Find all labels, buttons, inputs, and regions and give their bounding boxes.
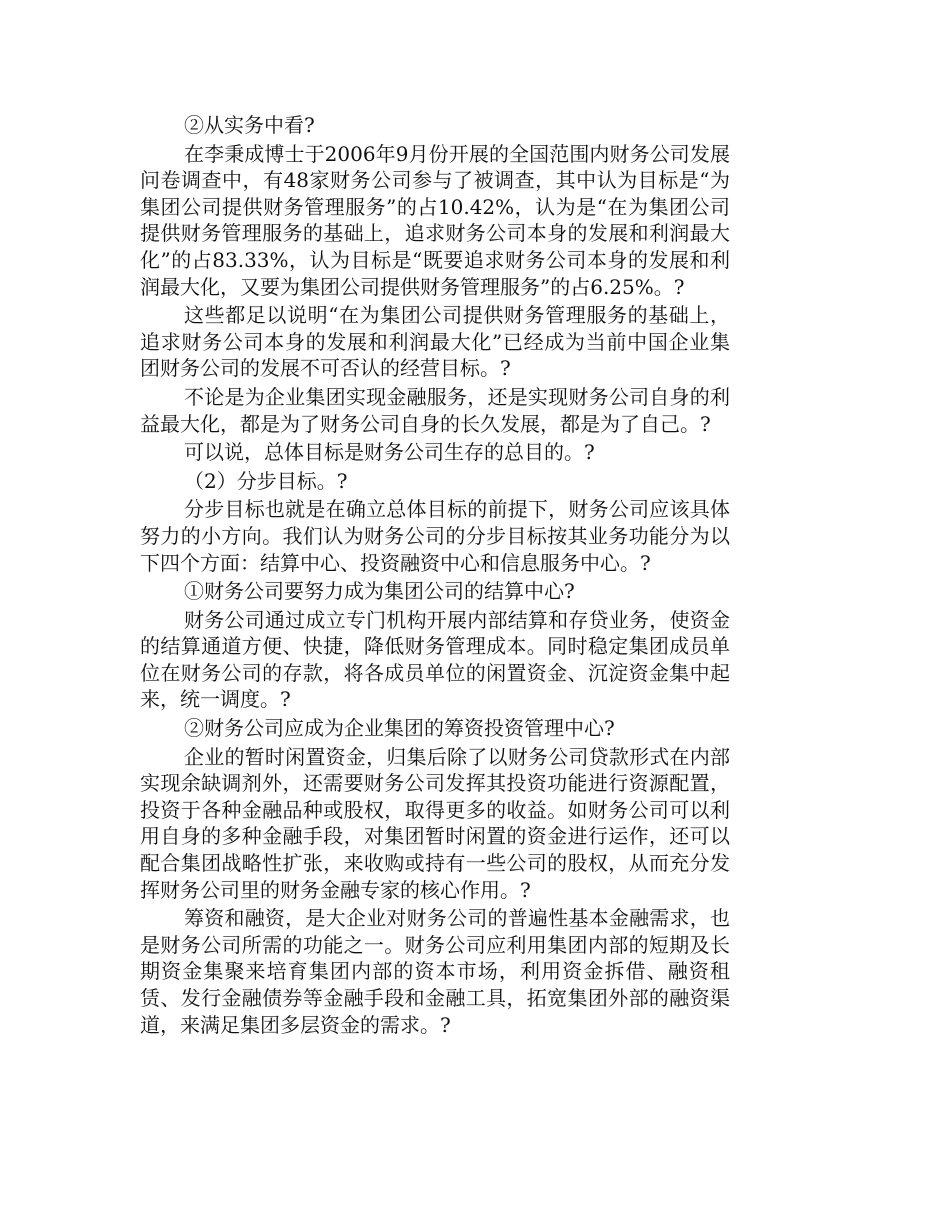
document-page xyxy=(140,112,730,1040)
section-heading-step-goals: （2）分步目标。? xyxy=(184,468,348,493)
section-heading-practice: ②从实务中看? xyxy=(184,113,315,137)
paragraph-financing: 筹资和融资，是大企业对财务公司的普遍性基本金融需求，也是财务公司所需的功能之一。财务公司应利用集团内部的短期及长期资金集聚来培育集团内部的资本市场，利用资金拆借、融资租赁、发行金融债券等金融手段和金融工具，拓宽集团外部的融资渠道，来满足集团多层资金的需求。? xyxy=(140,906,730,1037)
section-heading-investment-center: ②财务公司应成为企业集团的筹资投资管理中心? xyxy=(184,716,615,741)
paragraph-survey: 在李秉成博士于2006年9月份开展的全国范围内财务公司发展问卷调查中，有48家财务公司参与了被调查，其中认为目标是“为集团公司提供财务管理服务”的占10.42%，认为是“在为集团公司提供财务管理服务的基础上，追求财务公司本身的发展和利润最大化”的占83.33%，认为目标是“既要追求财务公司本身的发展和利润最大化，又要为集团公司提供财务管理服务”的占6.25%。? xyxy=(140,141,730,299)
paragraph-idle-funds: 企业的暂时闲置资金，归集后除了以财务公司贷款形式在内部实现余缺调剂外，还需要财务公司发挥其投资功能进行资源配置，投资于各种金融品种或股权，取得更多的收益。如财务公司可以利用自身的多种金融手段，对集团暂时闲置的资金进行运作，还可以配合集团战略性扩张，来收购或持有一些公司的股权，从而充分发挥财务公司里的财务金融专家的核心作用。? xyxy=(140,744,730,902)
section-heading-settlement-center: ①财务公司要努力成为集团公司的结算中心? xyxy=(184,579,575,604)
paragraph-self-development: 不论是为企业集团实现金融服务，还是实现财务公司自身的利益最大化，都是为了财务公司自身的长久发展，都是为了自己。? xyxy=(140,384,730,436)
paragraph-step-goals: 分步目标也就是在确立总体目标的前提下，财务公司应该具体努力的小方向。我们认为财务公司的分步目标按其业务功能分为以下四个方面：结算中心、投资融资中心和信息服务中心。? xyxy=(140,497,730,575)
paragraph-overall-goal: 可以说，总体目标是财务公司生存的总目的。? xyxy=(184,440,595,465)
paragraph-conclusion: 这些都足以说明“在为集团公司提供财务管理服务的基础上，追求财务公司本身的发展和利润最大化”已经成为当前中国企业集团财务公司的发展不可否认的经营目标。? xyxy=(140,303,730,381)
paragraph-settlement: 财务公司通过成立专门机构开展内部结算和存贷业务，使资金的结算通道方便、快捷，降低财务管理成本。同时稳定集团成员单位在财务公司的存款，将各成员单位的闲置资金、沉淀资金集中起来，统一调度。? xyxy=(140,607,730,712)
